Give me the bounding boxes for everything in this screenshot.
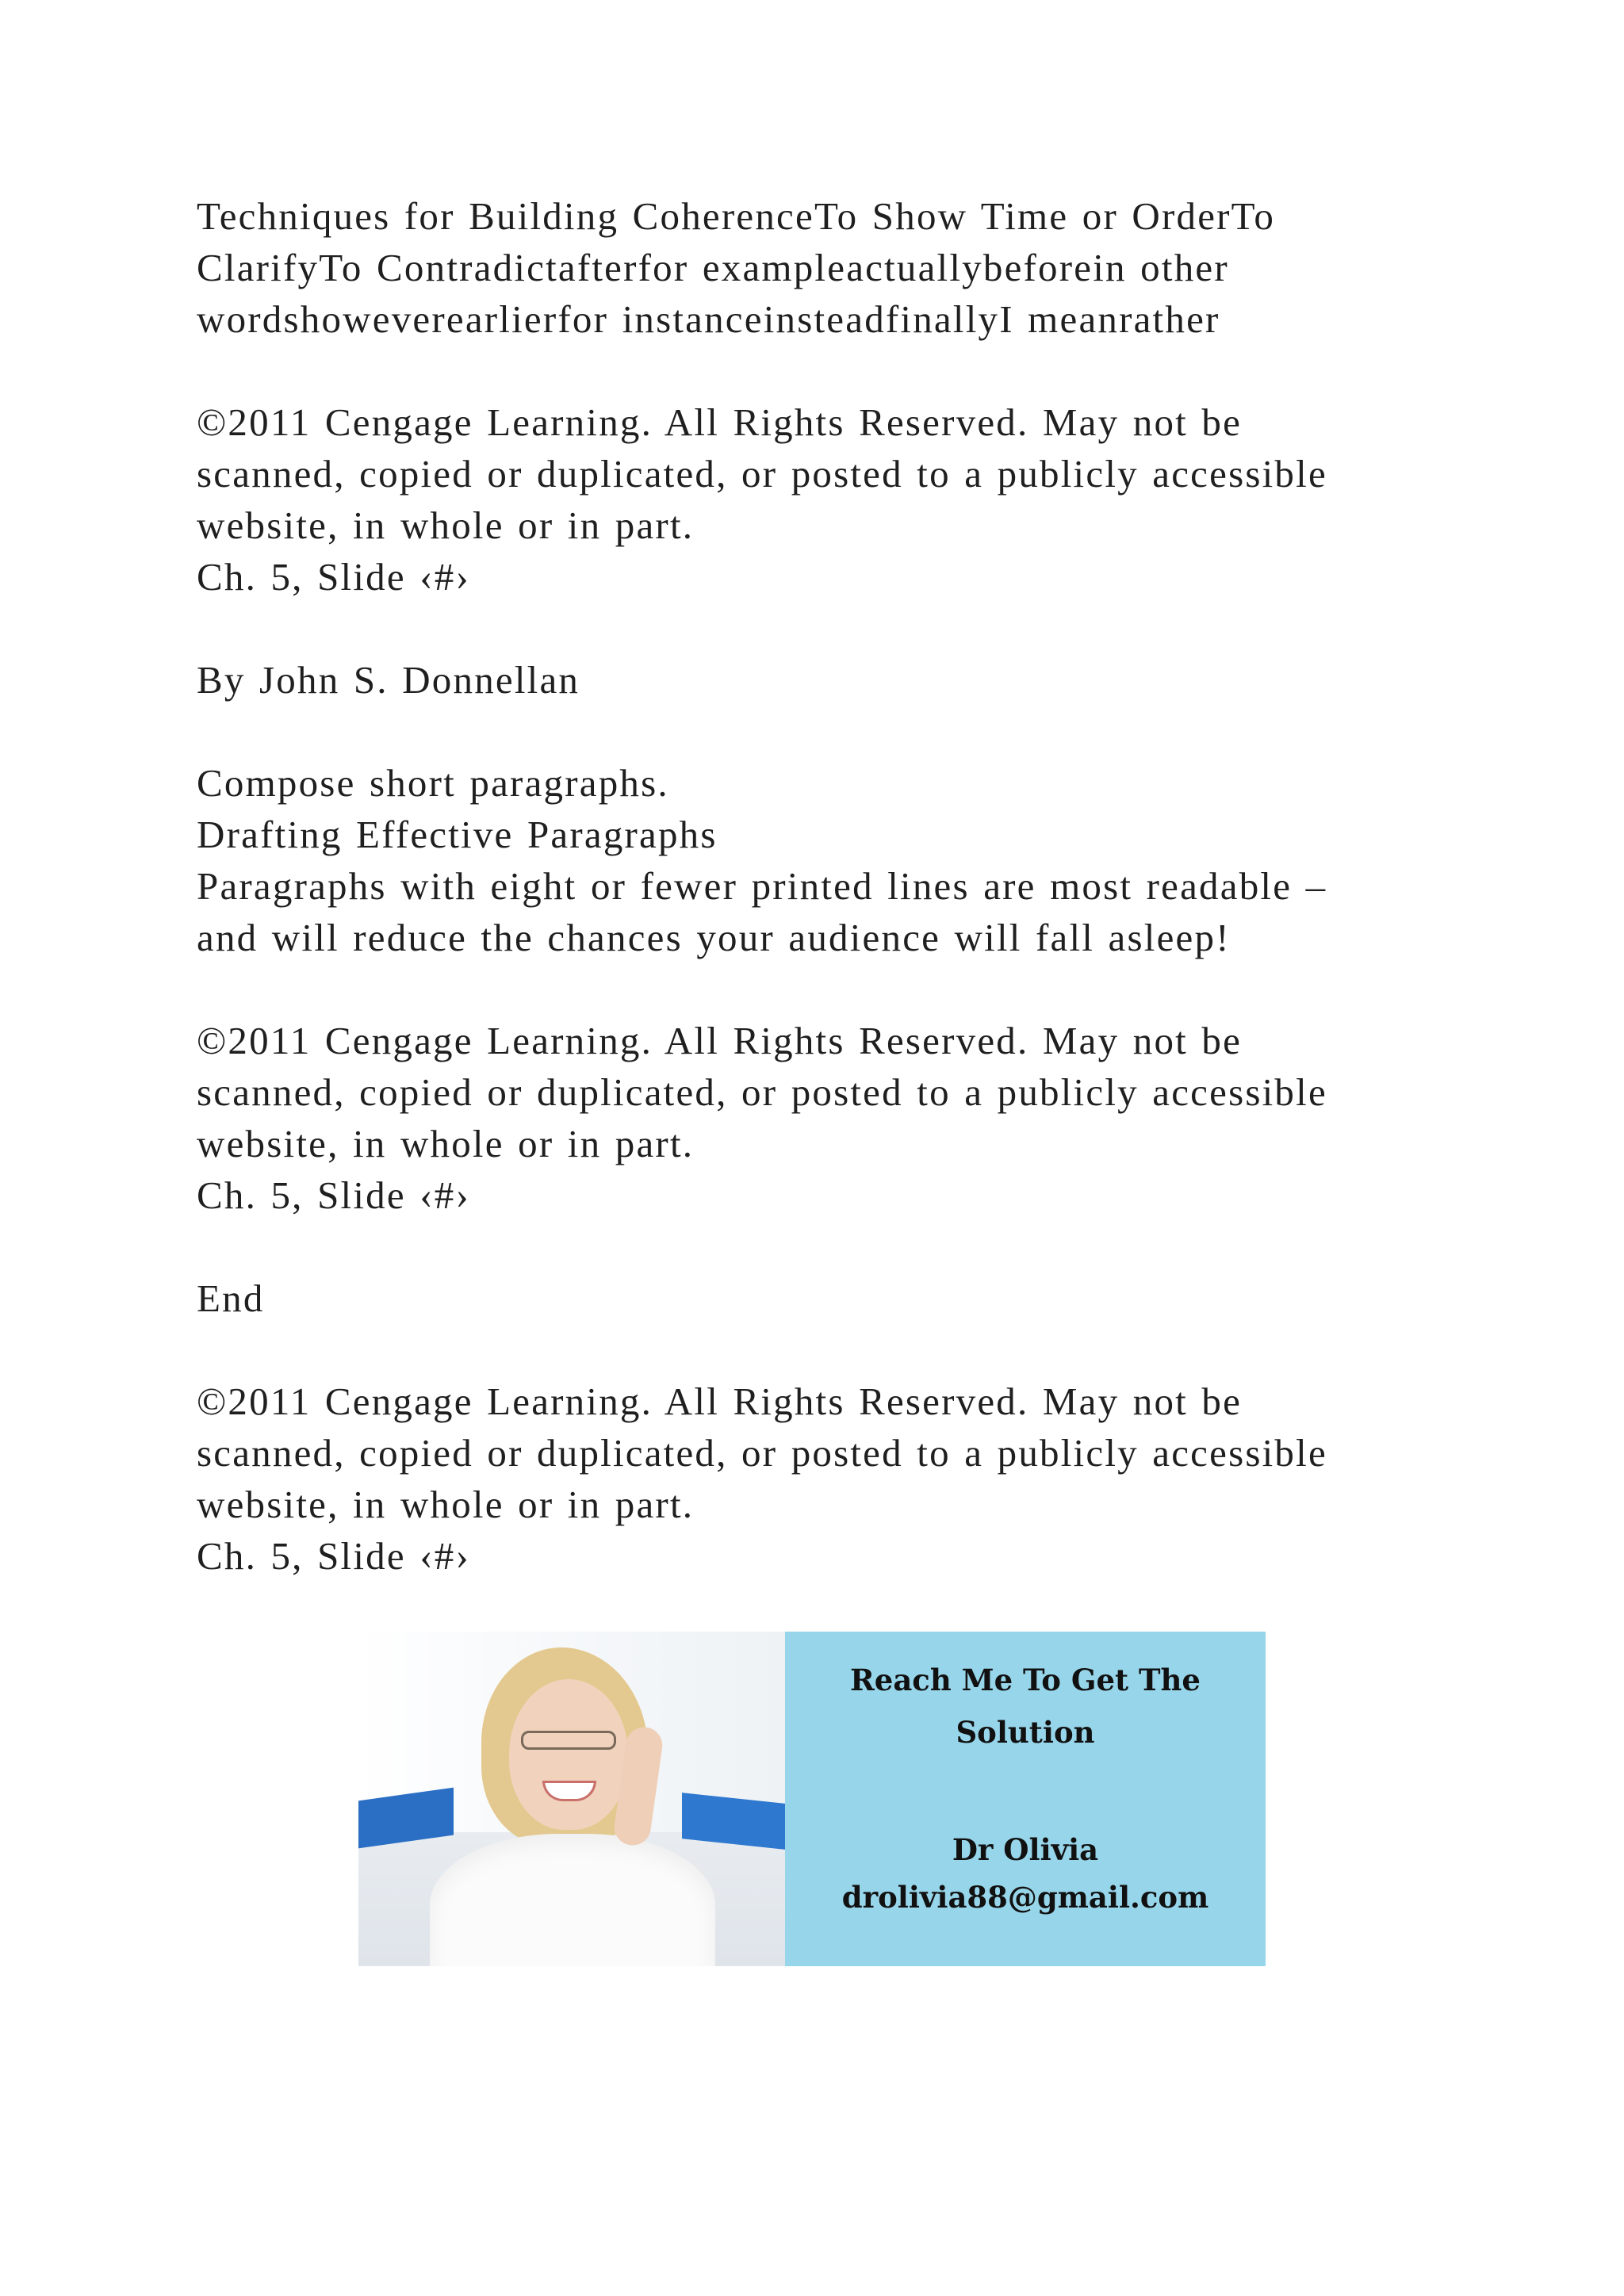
- paragraph-gap: [197, 706, 1434, 757]
- contact-card: [785, 1632, 1266, 1966]
- blouse-shape: [430, 1834, 715, 1966]
- banner-headline: Reach Me To Get The: [850, 1663, 1201, 1697]
- short-paragraphs-section: Compose short paragraphs. Drafting Effective Paragraphs Paragraphs with eight or fewer printed lines are most readable – and will reduce the chances your audience will fall asleep!: [197, 761, 1327, 959]
- author-line: By John S. Donnellan: [197, 658, 580, 702]
- contact-email: drolivia88@gmail.com: [841, 1880, 1209, 1915]
- banner-headline-2: Solution: [956, 1715, 1095, 1750]
- copyright-notice: ©2011 Cengage Learning. All Rights Reserved. May not be scanned, copied or duplicated, or posted to a publicly accessible website, in whole or in part. Ch. 5, Slide ‹#›: [197, 400, 1327, 599]
- contact-banner: [358, 1632, 1266, 1966]
- background-shape: [682, 1793, 785, 1850]
- copyright-notice: ©2011 Cengage Learning. All Rights Reserved. May not be scanned, copied or duplicated, or posted to a publicly accessible website, in whole or in part. Ch. 5, Slide ‹#›: [197, 1380, 1327, 1578]
- document-body: [197, 190, 1434, 1582]
- contact-name: Dr Olivia: [952, 1832, 1099, 1867]
- end-line: End: [197, 1276, 265, 1320]
- glasses-icon: [521, 1731, 616, 1750]
- coherence-techniques-paragraph: Techniques for Building CoherenceTo Show Time or OrderTo ClarifyTo Contradictafterfor exampleactuallybeforein other wordshoweverearlierfor instanceinsteadfinallyI meanrather: [197, 194, 1276, 341]
- woman-portrait-image: [358, 1632, 785, 1966]
- face-shape: [509, 1679, 628, 1830]
- paragraph-gap: [197, 603, 1434, 654]
- paragraph-gap: [197, 1324, 1434, 1376]
- paragraph-gap: [197, 1221, 1434, 1272]
- paragraph-gap: [197, 345, 1434, 396]
- paragraph-gap: [197, 963, 1434, 1015]
- copyright-notice: ©2011 Cengage Learning. All Rights Reserved. May not be scanned, copied or duplicated, or posted to a publicly accessible website, in whole or in part. Ch. 5, Slide ‹#›: [197, 1019, 1327, 1217]
